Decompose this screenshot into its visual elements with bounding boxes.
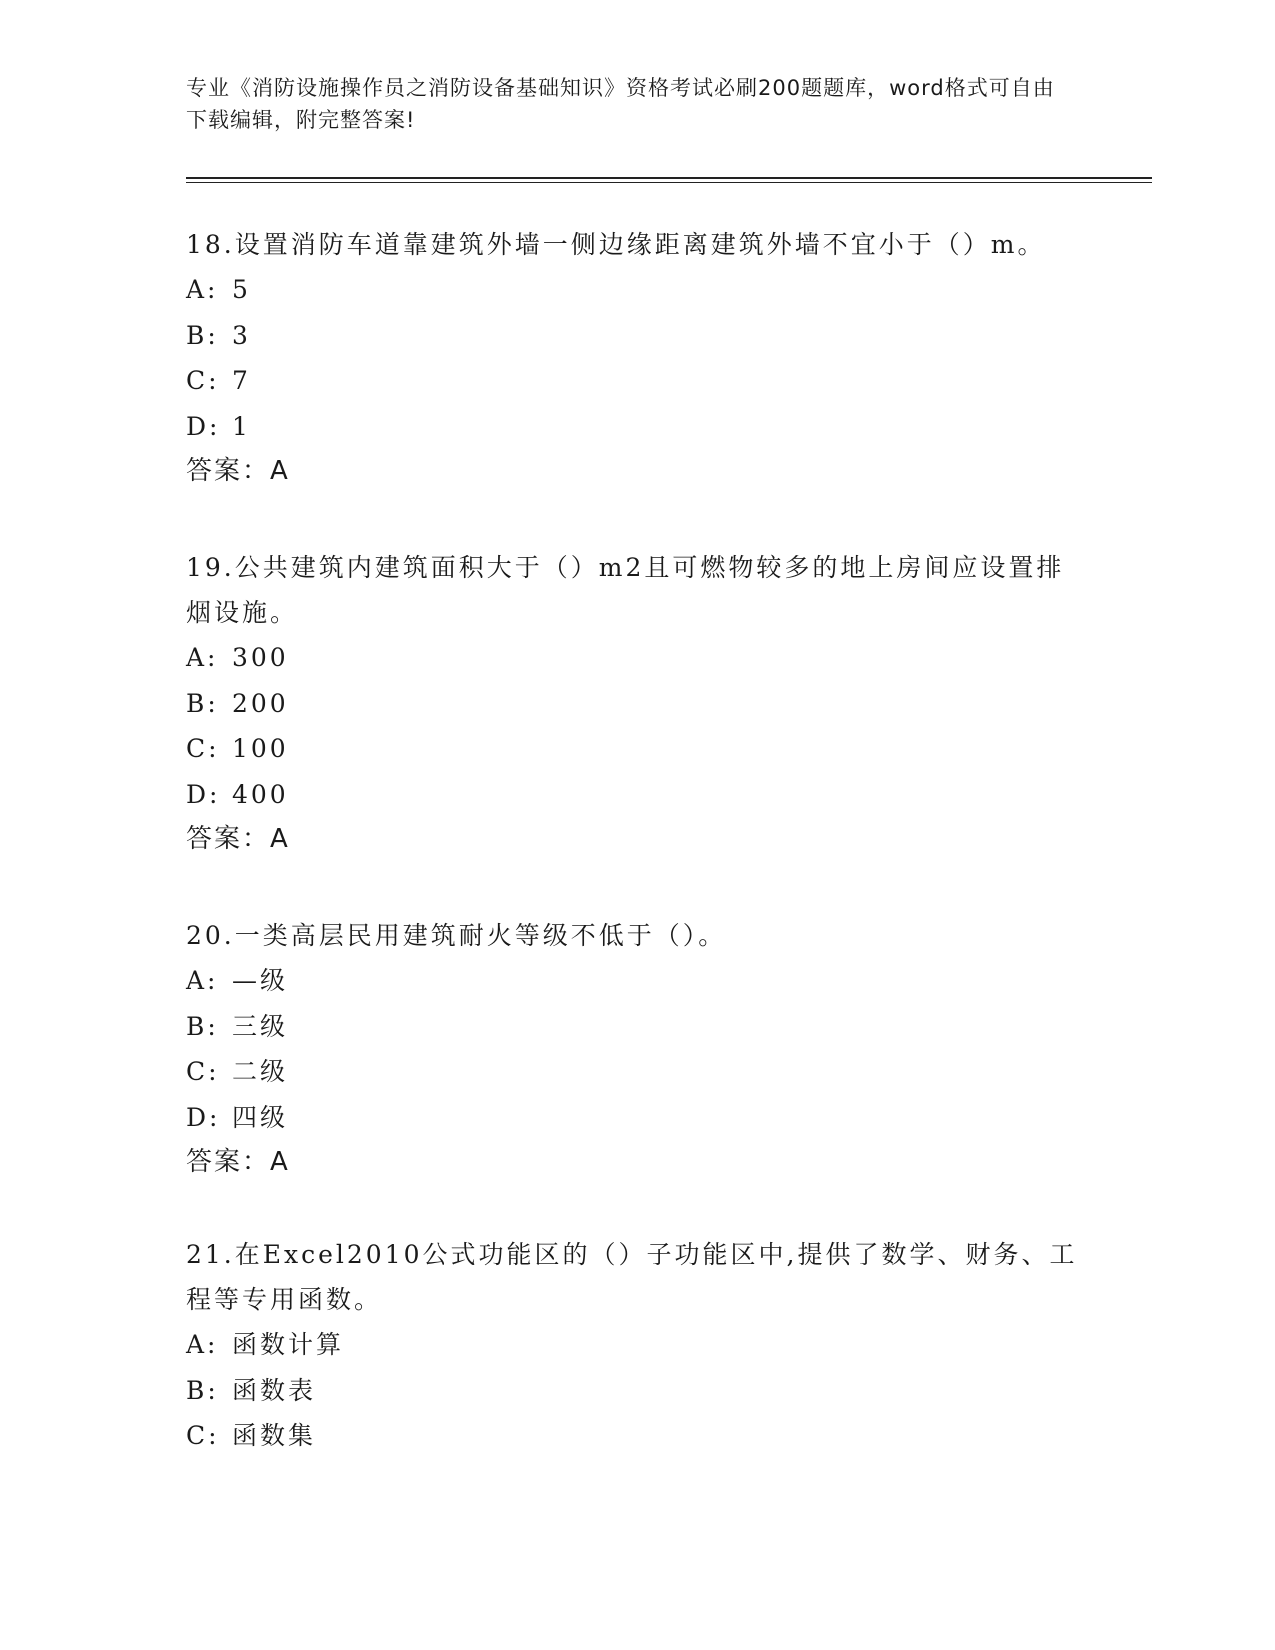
option-b [186,681,1086,727]
option-letter: B: [186,320,219,350]
question-21 [186,1232,1086,1459]
option-text: 5 [232,275,251,304]
option-letter: B: [186,1375,219,1405]
option-text: 400 [232,779,289,809]
document-header: 专业《消防设施操作员之消防设备基础知识》资格考试必刷200题题库，word格式可自由下载编辑，附完整答案! [186,76,1055,132]
option-text: 3 [232,320,251,350]
option-letter: C: [186,734,220,763]
question-20 [186,913,1086,1184]
option-letter: A: [186,1330,219,1359]
option-d [186,404,1086,450]
question-stem: 19.公共建筑内建筑面积大于（）m2且可燃物较多的地上房间应设置排烟设施。 [186,553,1065,627]
option-text: 函数表 [232,1375,317,1405]
option-d [186,1095,1086,1141]
option-text: 7 [232,366,251,395]
option-text: 200 [232,688,289,718]
option-letter: B: [186,688,219,718]
question-stem: 20.一类高层民用建筑耐火等级不低于（）。 [186,921,727,950]
question-stem: 21.在Excel2010公式功能区的（）子功能区中,提供了数学、财务、工程等专用函数。 [186,1240,1078,1314]
answer-line: 答案：A [186,1147,290,1177]
option-text: 三级 [232,1011,289,1041]
option-d [186,772,1086,818]
option-letter: C: [186,1421,220,1450]
option-b [186,1368,1086,1414]
option-letter: C: [186,1057,220,1086]
header-rule-thin [186,182,1152,183]
option-text: 函数集 [232,1421,317,1450]
option-letter: B: [186,1011,219,1041]
option-text: 300 [232,643,289,672]
option-text: 函数计算 [232,1330,345,1359]
option-letter: A: [186,643,219,672]
option-a [186,958,1086,1004]
option-c [186,1049,1086,1095]
option-letter: A: [186,966,219,995]
option-text: 四级 [232,1102,289,1132]
answer-line: 答案：A [186,824,290,854]
option-b [186,313,1086,359]
option-c [186,358,1086,404]
option-text: 100 [232,734,289,763]
option-c [186,1413,1086,1459]
option-text: 二级 [232,1057,289,1086]
option-letter: D: [186,411,221,441]
option-text: —级 [232,966,289,995]
option-text: 1 [232,411,251,441]
question-18 [186,222,1086,493]
header-rule-thick [186,177,1152,179]
option-c [186,726,1086,772]
question-stem: 18.设置消防车道靠建筑外墙一侧边缘距离建筑外墙不宜小于（）m。 [186,230,1046,259]
answer-line: 答案：A [186,456,290,486]
option-letter: D: [186,779,221,809]
option-a [186,635,1086,681]
option-letter: A: [186,275,219,304]
question-19 [186,545,1086,861]
option-letter: C: [186,366,220,395]
option-letter: D: [186,1102,221,1132]
option-a [186,267,1086,313]
option-b [186,1004,1086,1050]
option-a [186,1322,1086,1368]
